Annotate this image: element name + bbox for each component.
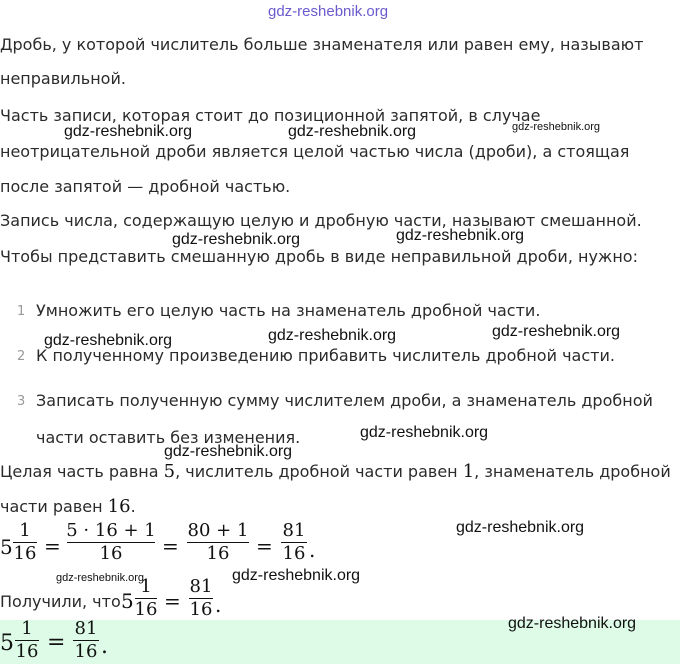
watermark: gdz-reshebnik.org bbox=[64, 123, 193, 140]
answer-frac-2: 81 16 bbox=[74, 618, 98, 662]
para-instruction: Чтобы представить смешанную дробь в виде неправильной дроби, нужно: bbox=[0, 247, 638, 266]
watermark: gdz-reshebnik.org bbox=[508, 615, 637, 632]
watermark: gdz-reshebnik.org bbox=[268, 3, 389, 20]
watermark: gdz-reshebnik.org bbox=[268, 327, 397, 344]
watermark: gdz-reshebnik.org bbox=[288, 123, 417, 140]
result-frac-1: 1 16 bbox=[134, 576, 158, 620]
step-text: К полученному произведению прибавить числитель дробной части. bbox=[36, 346, 615, 365]
eq-frac-1: 1 16 bbox=[13, 520, 37, 564]
result-text: Получили, что bbox=[0, 592, 121, 611]
eq-equals: = bbox=[162, 534, 179, 558]
result-whole: 5 bbox=[121, 589, 134, 613]
step-text: Записать полученную сумму числителем дроби, а знаменатель дробной bbox=[36, 391, 653, 410]
para-integer-part-3: после запятой — дробной частью. bbox=[0, 177, 291, 196]
given-whole: 5 bbox=[163, 461, 176, 482]
watermark: gdz-reshebnik.org bbox=[56, 572, 145, 584]
given-numerator: 1 bbox=[462, 461, 475, 482]
eq-frac-2: 5 · 16 + 1 16 bbox=[66, 520, 156, 564]
step-number: 1 bbox=[17, 304, 26, 319]
watermark: gdz-reshebnik.org bbox=[360, 424, 489, 441]
given-line-2: части равен 16. bbox=[0, 496, 136, 517]
watermark: gdz-reshebnik.org bbox=[232, 567, 361, 584]
watermark: gdz-reshebnik.org bbox=[172, 231, 301, 248]
given-line-1: Целая часть равна 5, числитель дробной части равен 1, знаменатель дробной bbox=[0, 461, 671, 482]
result-frac-2: 81 16 bbox=[189, 576, 213, 620]
step-text: Умножить его целую часть на знаменатель дробной части. bbox=[36, 301, 541, 320]
para-integer-part-1: Часть записи, которая стоит до позиционной запятой, в случае bbox=[0, 106, 541, 125]
eq-whole: 5 bbox=[0, 535, 13, 559]
para-definition-1: Дробь, у которой числитель больше знаменателя или равен ему, называют bbox=[0, 35, 644, 54]
result-period: . bbox=[215, 593, 222, 617]
para-integer-part-2: неотрицательной дроби является целой частью числа (дроби), а стоящая bbox=[0, 142, 630, 161]
eq-equals: = bbox=[256, 534, 273, 558]
watermark: gdz-reshebnik.org bbox=[44, 332, 173, 349]
given-denominator: 16 bbox=[107, 496, 131, 517]
watermark: gdz-reshebnik.org bbox=[456, 519, 585, 536]
watermark: gdz-reshebnik.org bbox=[396, 227, 525, 244]
step-number: 2 bbox=[17, 349, 26, 364]
result-equals: = bbox=[164, 589, 181, 613]
step-number: 3 bbox=[17, 394, 26, 409]
eq-period: . bbox=[309, 538, 316, 562]
watermark: gdz-reshebnik.org bbox=[164, 443, 293, 460]
answer-whole: 5 bbox=[0, 631, 14, 656]
watermark: gdz-reshebnik.org bbox=[492, 323, 621, 340]
watermark: gdz-reshebnik.org bbox=[512, 121, 601, 133]
answer-frac-1: 1 16 bbox=[15, 618, 39, 662]
eq-frac-3: 80 + 1 16 bbox=[187, 520, 249, 564]
answer-equals: = bbox=[47, 630, 66, 655]
eq-equals: = bbox=[44, 534, 61, 558]
para-definition-2: неправильной. bbox=[0, 69, 126, 88]
eq-frac-4: 81 16 bbox=[282, 520, 306, 564]
step-text-cont: части оставить без изменения. bbox=[36, 428, 301, 447]
answer-period: . bbox=[101, 634, 108, 659]
para-mixed: Запись числа, содержащую целую и дробную части, называют смешанной. bbox=[0, 211, 642, 230]
